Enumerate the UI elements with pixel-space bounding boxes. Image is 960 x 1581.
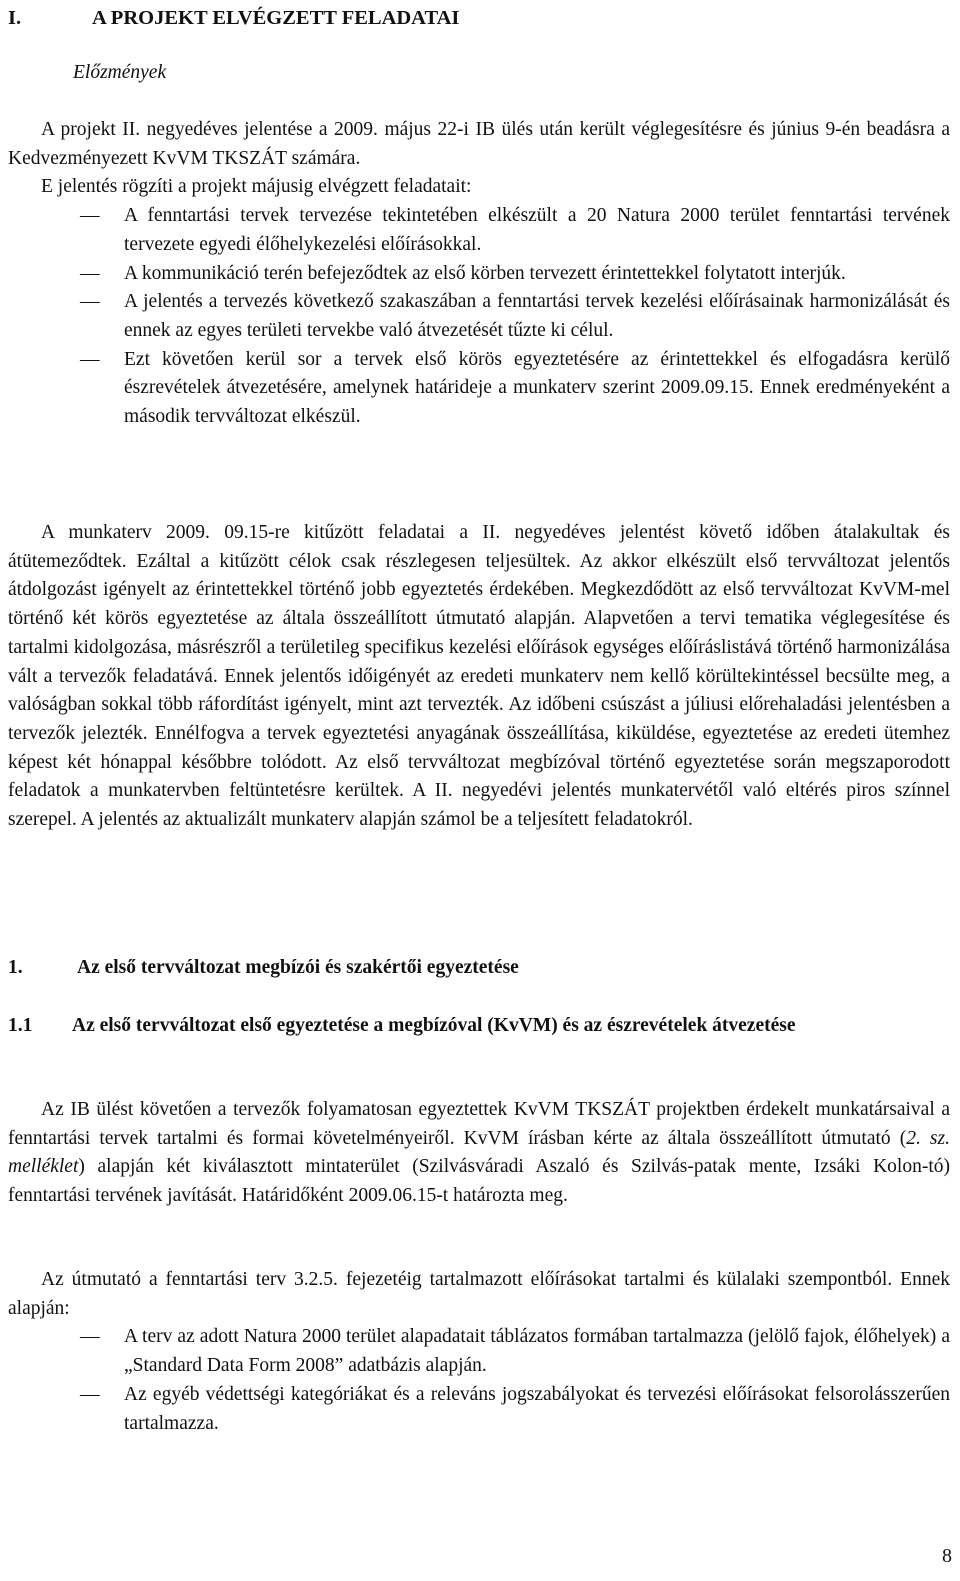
- section-1-1-heading: [8, 1012, 908, 1040]
- intro-paragraph: A projekt II. negyedéves jelentése a 2009. május 22-i IB ülés után került véglegesítésre és június 9-én beadásra a Kedvezményezett KvVM TKSZÁT számára.: [8, 119, 950, 169]
- dash-marker: —: [80, 205, 100, 227]
- annex-ref-number: 2. sz.: [906, 1127, 950, 1149]
- list-item: — A fenntartási tervek tervezése tekintetében elkészült a 20 Natura 2000 terület fenntartási tervének tervezete egyedi élőhelykezelési előírásokkal.: [8, 202, 950, 259]
- list-item: — A kommunikáció terén befejeződtek az első körben tervezett érintettekkel folytatott interjúk.: [8, 260, 950, 289]
- intro-block: [8, 116, 950, 432]
- section-1-heading: [8, 954, 519, 982]
- dash-marker: —: [80, 1383, 100, 1405]
- annex-ref-word: melléklet: [8, 1156, 79, 1178]
- paragraph-4-block: [8, 1266, 950, 1438]
- list-item: — A terv az adott Natura 2000 terület alapadatait táblázatos formában tartalmazza (jelölő fajok, élőhelyek) a „Standard Data Form 2008” adatbázis alapján.: [8, 1323, 950, 1380]
- intro-line: E jelentés rögzíti a projekt májusig elvégzett feladatait:: [41, 176, 472, 198]
- section-1-1-number: 1.1: [8, 1015, 33, 1036]
- paragraph-3-block: [8, 1096, 950, 1211]
- paragraph-2-block: [8, 519, 950, 835]
- bullet-list-1: [8, 202, 950, 432]
- section-1-title: Az első tervváltozat megbízói és szakértői egyeztetése: [77, 957, 519, 978]
- paragraph-3: Az IB ülést követően a tervezők folyamatosan egyeztettek KvVM TKSZÁT projektben érdekelt munkatársaival a fenntartási tervek tartalmi és formai követelményeiről. KvVM írásban kérte az általa összeállított útmutató (2. sz. melléklet) alapján két kiválasztott mintaterület (Szilvásváradi Aszaló és Szilvás-patak mente, Izsáki Kolon-tó) fenntartási tervének javítását. Határidőként 2009.06.15-t határozta meg.: [8, 1099, 950, 1207]
- dash-marker: —: [80, 1326, 100, 1348]
- list-item: — Az egyéb védettségi kategóriákat és a releváns jogszabályokat és tervezési előírásokat felsorolásszerűen tartalmazza.: [8, 1381, 950, 1438]
- page-number: 8: [942, 1545, 952, 1567]
- dash-marker: —: [80, 348, 100, 370]
- dash-marker: —: [80, 291, 100, 313]
- subheading: Előzmények: [73, 62, 167, 83]
- chapter-heading: [8, 4, 459, 32]
- paragraph-2: A munkaterv 2009. 09.15-re kitűzött feladatai a II. negyedéves jelentést követő időben átalakultak és átütemeződtek. Ezáltal a kitűzött célok csak részlegesen teljesültek. Az akkor elkészült első tervváltozat jelentős átdolgozást igényelt az érintettekkel történő jobb egyeztetés érdekében. Megkezdődött az első tervváltozat KvVM-mel történő két körös egyeztetése az általa összeállított útmutató alapján. Alapvetően a tervi tematika véglegesítése és tartalmi kidolgozása, másrészről a területileg specifikus kezelési előírások egységes előíráslistává történő harmonizálása vált a tervezők feladatává. Ennek jelentős időigényét az eredeti munkaterv nem kellő körültekintéssel becsülte meg, a valóságban sokkal több ráfordítást igényelt, mint azt tervezték. Az időbeni csúszást a júliusi előrehaladási jelentésben a tervezők jelezték. Ennélfogva a tervek egyeztetési anyagának összeállítása, kiküldése, egyeztetése az eredeti ütemhez képest két hónappal későbbre tolódott. Az első tervváltozat megbízóval történő egyeztetése során megszaporodott feladatok a munkatervben feltüntetésre kerültek. A II. negyedévi jelentés munkatervétől való eltérés piros színnel szerepel. A jelentés az aktualizált munkaterv alapján számol be a teljesített feladatokról.: [8, 522, 950, 831]
- section-1-number: 1.: [8, 957, 23, 978]
- paragraph-4: Az útmutató a fenntartási terv 3.2.5. fejezetéig tartalmazott előírásokat tartalmi és külalaki szempontból. Ennek alapján:: [8, 1269, 950, 1319]
- bullet-list-2: [8, 1323, 950, 1438]
- dash-marker: —: [80, 262, 100, 284]
- list-item: — A jelentés a tervezés következő szakaszában a fenntartási tervek kezelési előírásainak harmonizálását és ennek az egyes területi tervekbe való átvezetését tűzte ki célul.: [8, 288, 950, 345]
- chapter-number: I.: [8, 7, 22, 29]
- list-item: — Ezt követően kerül sor a tervek első körös egyeztetésére az érintettekkel és elfogadásra kerülő észrevételek átvezetésére, amelynek határideje a munkaterv szerint 2009.09.15. Ennek eredményeként a második tervváltozat elkészül.: [8, 346, 950, 432]
- section-1-1-title: Az első tervváltozat első egyeztetése a megbízóval (KvVM) és az észrevételek átvezetése: [72, 1015, 796, 1036]
- chapter-title: A PROJEKT ELVÉGZETT FELADATAI: [92, 7, 460, 29]
